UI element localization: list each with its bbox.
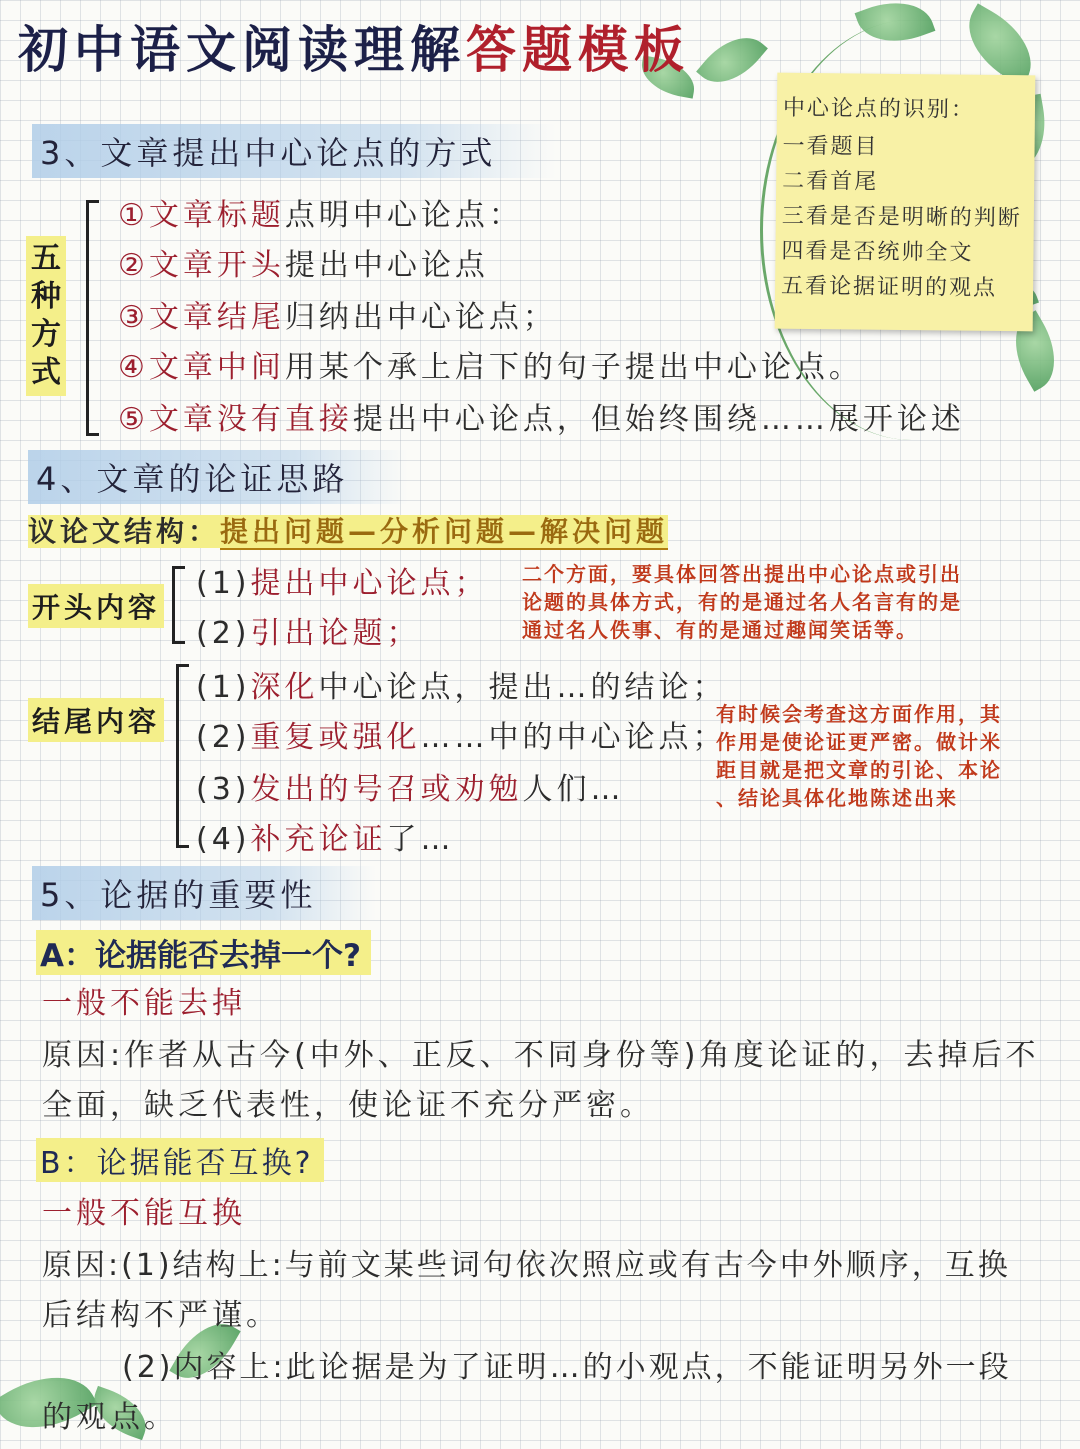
method-item: ⑤文章没有直接提出中心论点，但始终围绕……展开论述: [118, 402, 965, 437]
reason-b-line: (2)内容上:此论据是为了证明…的小观点，不能证明另外一段: [122, 1350, 1012, 1385]
answer-a: 一般不能去掉: [42, 986, 246, 1021]
method-item: ④文章中间用某个承上启下的句子提出中心论点。: [118, 350, 863, 385]
reason-a-line: 全面，缺乏代表性，使论证不充分严密。: [42, 1088, 654, 1123]
structure-label: 议论文结构：: [28, 515, 221, 548]
opening-label: 开头内容: [28, 584, 164, 628]
page-title-accent: 答题模板: [466, 21, 690, 79]
sticky-item: 二看首尾: [782, 168, 879, 195]
reason-b-line: 后结构不严谨。: [42, 1298, 280, 1333]
page-title-main: 初中语文阅读理解: [18, 21, 466, 79]
structure-value: 提出问题—分析问题—解决问题: [220, 515, 669, 548]
sticky-note: [775, 73, 1036, 332]
sticky-item: 五看论据证明的观点: [780, 273, 998, 301]
question-a: A：论据能否去掉一个?: [36, 930, 371, 975]
ending-item: (1)深化中心论点，提出…的结论；: [196, 670, 727, 705]
method-item: ①文章标题点明中心论点：: [118, 198, 523, 233]
reason-b-line: 的观点。: [42, 1400, 178, 1435]
method-item: ③文章结尾归纳出中心论点；: [118, 300, 557, 335]
section-4-heading: 4、文章的论证思路: [28, 450, 408, 504]
opening-item: (1)提出中心论点；: [196, 566, 489, 601]
bracket: [86, 200, 99, 436]
opening-item: (2)引出论题；: [196, 616, 421, 651]
sticky-item: 一看题目: [782, 133, 879, 160]
ending-item: (4)补充论证了…: [196, 822, 455, 857]
ending-note: 有时候会考查这方面作用，其 作用是使论证更严密。做计米 距目就是把文章的引论、本论 、结论具体化地陈述出来: [716, 702, 1002, 810]
sticky-item: 三看是否是明晰的判断: [781, 203, 1022, 232]
page-title: [18, 10, 690, 82]
five-methods-tag: [26, 236, 66, 396]
section-5-heading: 5、论据的重要性: [32, 866, 376, 920]
sticky-heading: 中心论点的识别：: [782, 95, 976, 123]
sticky-item: 四看是否统帅全文: [781, 238, 974, 266]
structure-row: [28, 510, 668, 550]
bracket: [172, 566, 185, 644]
section-3-heading: 3、文章提出中心论点的方式: [32, 124, 556, 178]
reason-b-line: 原因:(1)结构上:与前文某些词句依次照应或有古今中外顺序，互换: [42, 1248, 1011, 1283]
five-methods-tag-text: 五种方式: [31, 241, 61, 390]
reason-a-line: 原因:作者从古今(中外、正反、不同身份等)角度论证的，去掉后不: [42, 1038, 1040, 1073]
method-item: ②文章开头提出中心论点: [118, 248, 489, 283]
opening-note: 二个方面，要具体回答出提出中心论点或引出 论题的具体方式，有的是通过名人名言有的是 通过名人佚事、有的是通过趣闻笑话等。: [522, 562, 962, 642]
ending-item: (2)重复或强化……中的中心论点；: [196, 720, 727, 755]
ending-label: 结尾内容: [28, 698, 164, 742]
answer-b: 一般不能互换: [42, 1196, 246, 1231]
ending-item: (3)发出的号召或劝勉人们…: [196, 772, 625, 807]
question-b: B：论据能否互换?: [36, 1138, 324, 1182]
bracket: [176, 664, 189, 848]
